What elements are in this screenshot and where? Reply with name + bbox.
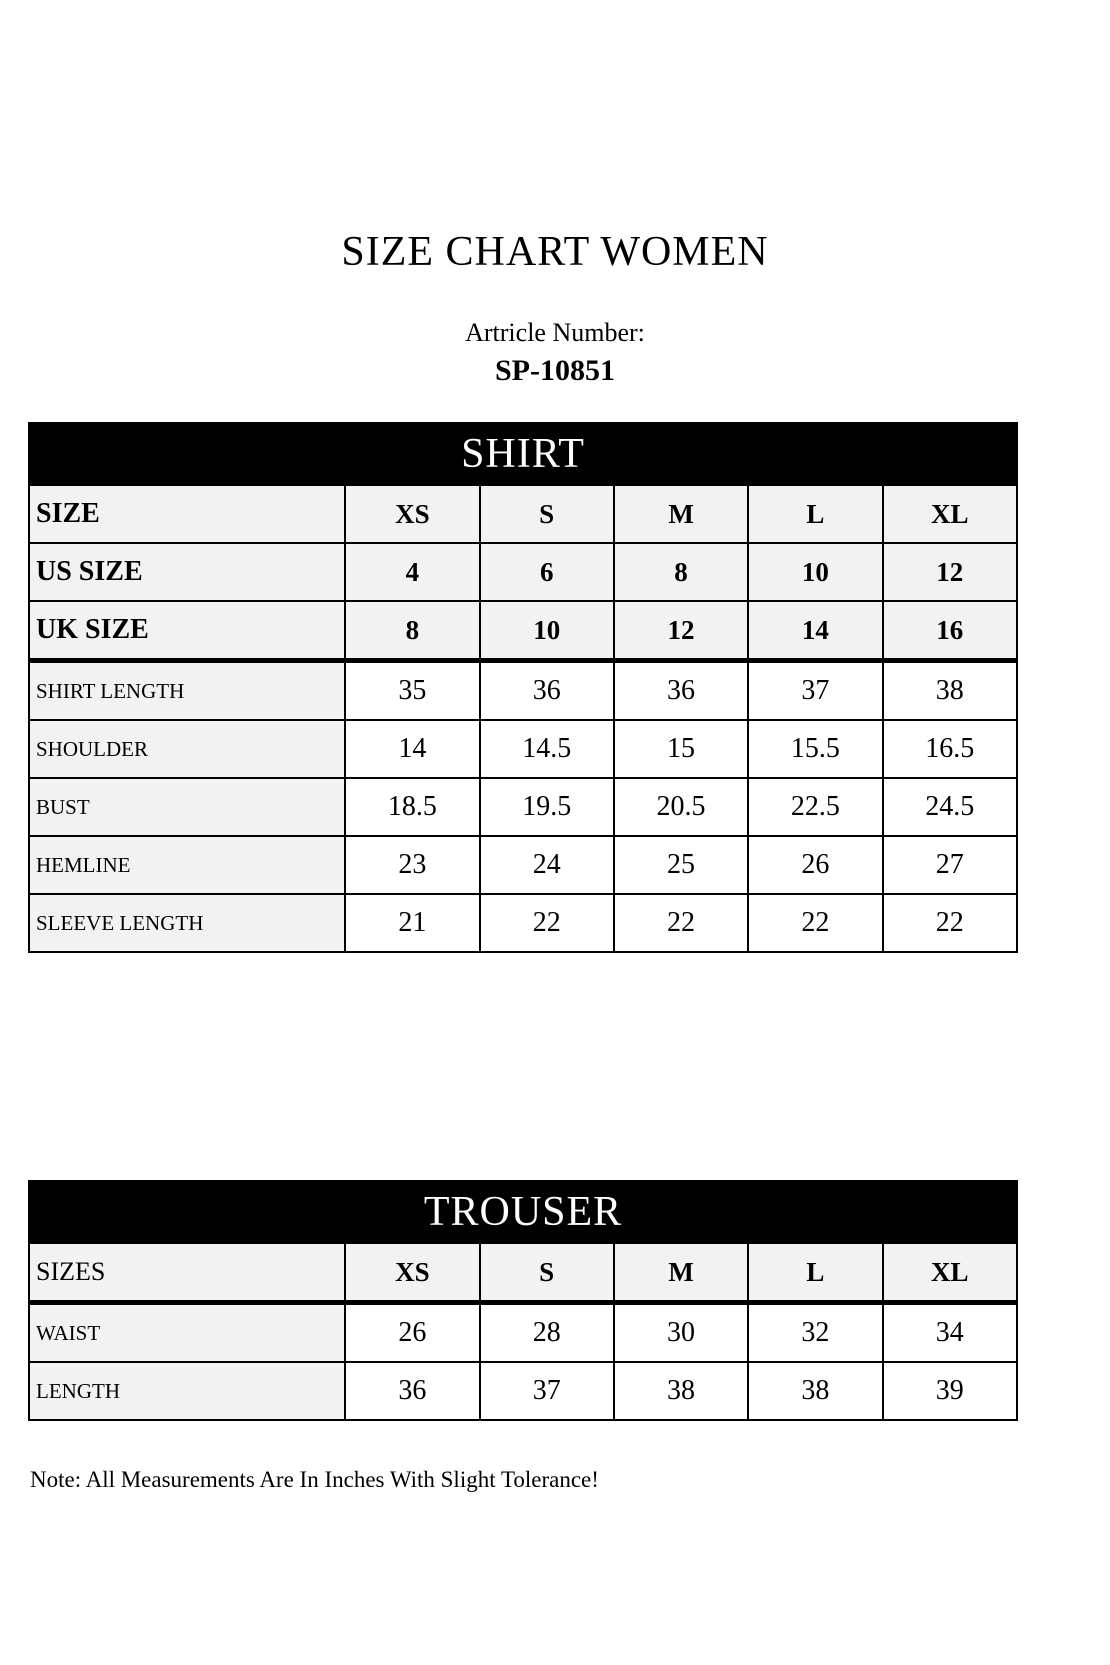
table-row (29, 836, 1017, 894)
cell-value: XS (345, 485, 479, 543)
cell-value: 19.5 (480, 778, 614, 836)
cell-value: 14 (345, 720, 479, 778)
cell-value: 14.5 (480, 720, 614, 778)
cell-value: 35 (345, 661, 479, 721)
cell-value: 28 (480, 1303, 614, 1363)
row-label: HEMLINE (29, 836, 345, 894)
cell-value: 27 (883, 836, 1017, 894)
cell-value: 10 (748, 543, 882, 601)
row-label: SLEEVE LENGTH (29, 894, 345, 952)
row-label: SIZES (29, 1243, 345, 1303)
cell-value: 36 (614, 661, 748, 721)
row-label: SHOULDER (29, 720, 345, 778)
cell-value: 25 (614, 836, 748, 894)
cell-value: 16.5 (883, 720, 1017, 778)
cell-value: 22 (480, 894, 614, 952)
cell-value: 22 (883, 894, 1017, 952)
trouser-table-banner-row (29, 1181, 1017, 1243)
row-label: SHIRT LENGTH (29, 661, 345, 721)
row-label: US SIZE (29, 543, 345, 601)
cell-value: 20.5 (614, 778, 748, 836)
article-number-value: SP-10851 (495, 354, 615, 387)
table-row (29, 661, 1017, 721)
cell-value: 12 (883, 543, 1017, 601)
cell-value: 37 (748, 661, 882, 721)
measurements-note: Note: All Measurements Are In Inches With Slight Tolerance! (30, 1467, 599, 1492)
cell-value: 21 (345, 894, 479, 952)
cell-value: S (480, 1243, 614, 1303)
table-row (29, 894, 1017, 952)
table-row (29, 1303, 1017, 1363)
cell-value: 34 (883, 1303, 1017, 1363)
cell-value: M (614, 1243, 748, 1303)
cell-value: 36 (480, 661, 614, 721)
cell-value: XS (345, 1243, 479, 1303)
cell-value: 30 (614, 1303, 748, 1363)
cell-value: 32 (748, 1303, 882, 1363)
cell-value: 36 (345, 1362, 479, 1420)
row-label: WAIST (29, 1303, 345, 1363)
trouser-size-table (28, 1180, 1018, 1421)
cell-value: 10 (480, 601, 614, 661)
cell-value: 12 (614, 601, 748, 661)
row-label: SIZE (29, 485, 345, 543)
table-row (29, 485, 1017, 543)
cell-value: 24.5 (883, 778, 1017, 836)
table-row (29, 720, 1017, 778)
cell-value: S (480, 485, 614, 543)
cell-value: XL (883, 485, 1017, 543)
cell-value: L (748, 485, 882, 543)
cell-value: 37 (480, 1362, 614, 1420)
cell-value: M (614, 485, 748, 543)
cell-value: 15 (614, 720, 748, 778)
cell-value: 22.5 (748, 778, 882, 836)
shirt-size-table (28, 422, 1018, 953)
cell-value: 4 (345, 543, 479, 601)
cell-value: 8 (345, 601, 479, 661)
cell-value: 26 (345, 1303, 479, 1363)
cell-value: 16 (883, 601, 1017, 661)
cell-value: 15.5 (748, 720, 882, 778)
article-block (0, 318, 1110, 388)
table-row (29, 778, 1017, 836)
cell-value: 38 (748, 1362, 882, 1420)
cell-value: 38 (614, 1362, 748, 1420)
table-row (29, 601, 1017, 661)
table-row (29, 1362, 1017, 1420)
cell-value: 38 (883, 661, 1017, 721)
table-row (29, 1243, 1017, 1303)
cell-value: 23 (345, 836, 479, 894)
shirt-table-title: SHIRT (29, 423, 1017, 485)
trouser-table-title: TROUSER (29, 1181, 1017, 1243)
cell-value: 8 (614, 543, 748, 601)
page-title: SIZE CHART WOMEN (341, 229, 769, 275)
cell-value: L (748, 1243, 882, 1303)
table-row (29, 543, 1017, 601)
cell-value: 22 (748, 894, 882, 952)
row-label: BUST (29, 778, 345, 836)
cell-value: 18.5 (345, 778, 479, 836)
cell-value: 6 (480, 543, 614, 601)
article-number-label: Artricle Number: (465, 318, 645, 347)
cell-value: 22 (614, 894, 748, 952)
row-label: UK SIZE (29, 601, 345, 661)
cell-value: 39 (883, 1362, 1017, 1420)
cell-value: 24 (480, 836, 614, 894)
shirt-table-banner-row (29, 423, 1017, 485)
cell-value: 26 (748, 836, 882, 894)
cell-value: 14 (748, 601, 882, 661)
cell-value: XL (883, 1243, 1017, 1303)
row-label: LENGTH (29, 1362, 345, 1420)
